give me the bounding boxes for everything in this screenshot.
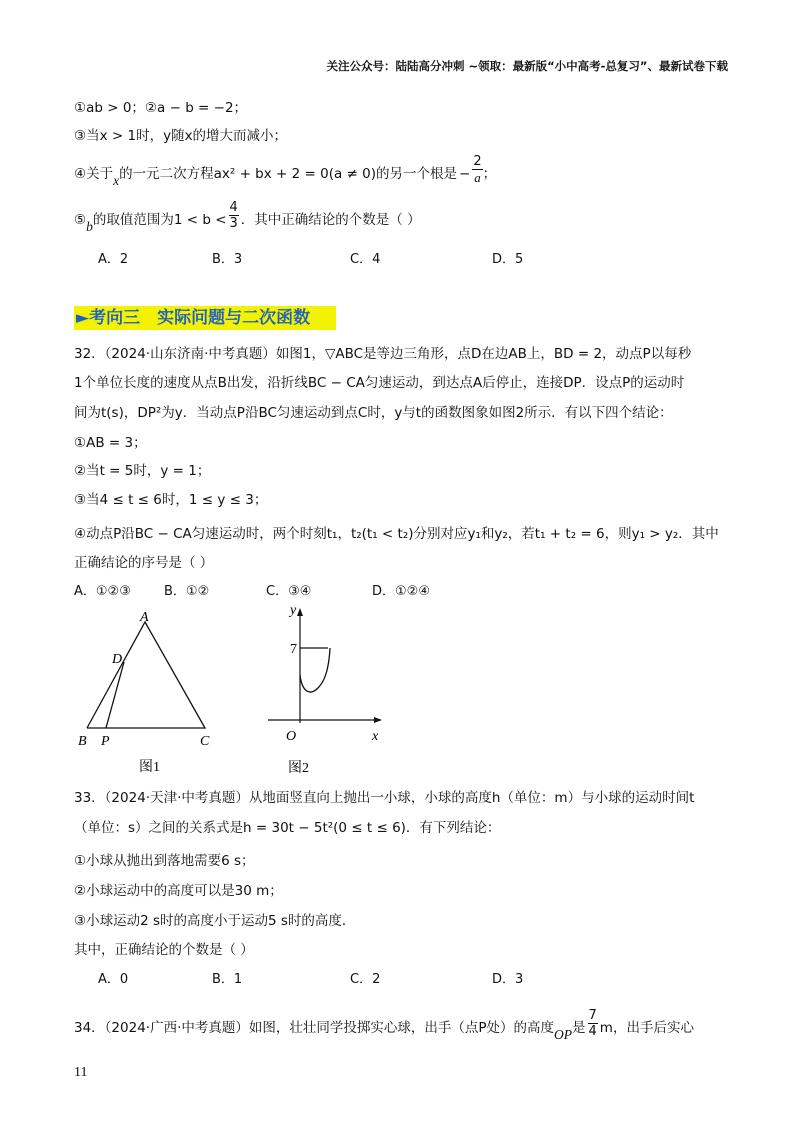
section-title: ►考向三 实际问题与二次函数 bbox=[74, 306, 336, 330]
prev-line-3: ④关于x的一元二次方程ax² + bx + 2 = 0(a ≠ 0)的另一个根是 − $\frac{2}{a}$ ； bbox=[74, 153, 497, 188]
prev-line-4: ⑤b的取值范围为1 < b < $\frac{4}{3}$ ．其中正确结论的个数是（ ） bbox=[74, 199, 421, 234]
prev-option-b[interactable]: B．3 bbox=[212, 252, 243, 267]
prev-option-c[interactable]: C．4 bbox=[350, 252, 381, 267]
label-d: D bbox=[112, 652, 123, 667]
page-number: 11 bbox=[74, 1065, 88, 1080]
function-curve bbox=[300, 648, 330, 692]
q32-option-c[interactable]: C．③④ bbox=[266, 584, 312, 599]
q32-line-1: 32．（2024·山东济南·中考真题）如图1，▽ABC是等边三角形，点D在边AB上，BD = 2，动点P以每秒 bbox=[74, 346, 692, 362]
q32-option-d[interactable]: D．①②④ bbox=[372, 584, 430, 599]
figure-2-graph bbox=[262, 600, 392, 780]
axis-label-y: y bbox=[290, 603, 297, 618]
q32-conclusion-2: ②当t = 5时，y = 1； bbox=[74, 463, 211, 479]
q33-option-c[interactable]: C．2 bbox=[350, 972, 381, 987]
prev-line-1: ①ab > 0；②a − b = −2； bbox=[74, 100, 248, 116]
q32-line-2: 1个单位长度的速度从点B出发，沿折线BC − CA匀速运动，到达点A后停止，连接DP．设点P的运动时 bbox=[74, 375, 685, 391]
q32-conclusion-1: ①AB = 3； bbox=[74, 435, 147, 451]
y-axis-arrow bbox=[297, 608, 303, 616]
label-p: P bbox=[101, 734, 110, 749]
q33-option-d[interactable]: D．3 bbox=[492, 972, 524, 987]
q33-conclusion-1: ①小球从抛出到落地需要6 s； bbox=[74, 853, 255, 869]
prev-line-2: ③当x > 1时，y随x的增大而减小； bbox=[74, 128, 288, 144]
label-a: A bbox=[140, 610, 149, 625]
q33-option-a[interactable]: A．0 bbox=[98, 972, 129, 987]
q34-line-1: 34．（2024·广西·中考真题）如图，壮壮同学投掷实心球，出手（点P处）的高度OP是 $\frac{7}{4}$ m，出手后实心 bbox=[74, 1007, 694, 1042]
q32-line-3: 间为t(s)，DP²为y．当动点P沿BC匀速运动到点C时，y与t的函数图象如图2所示．有以下四个结论： bbox=[74, 405, 673, 421]
x-axis-arrow bbox=[374, 717, 382, 723]
q33-conclusion-2: ②小球运动中的高度可以是30 m； bbox=[74, 883, 283, 899]
q33-conclusion-3: ③小球运动2 s时的高度小于运动5 s时的高度． bbox=[74, 913, 356, 929]
q32-prompt: 正确结论的序号是（ ） bbox=[74, 555, 214, 571]
q33-prompt: 其中，正确结论的个数是（ ） bbox=[74, 942, 254, 958]
figure-2-caption: 图2 bbox=[288, 761, 309, 776]
page-header: 关注公众号：陆陆高分冲刺 ~领取：最新版“小中高考-总复习”、最新试卷下载 bbox=[326, 59, 728, 73]
q33-option-b[interactable]: B．1 bbox=[212, 972, 243, 987]
q32-conclusion-3: ③当4 ≤ t ≤ 6时，1 ≤ y ≤ 3； bbox=[74, 492, 268, 508]
tick-label-7: 7 bbox=[290, 642, 297, 657]
origin-label: O bbox=[286, 729, 297, 744]
label-c: C bbox=[200, 734, 210, 749]
prev-option-a[interactable]: A．2 bbox=[98, 252, 129, 267]
axis-label-x: x bbox=[372, 729, 379, 744]
q32-option-b[interactable]: B．①② bbox=[164, 584, 210, 599]
triangle-abc bbox=[87, 622, 205, 728]
figure-1-caption: 图1 bbox=[139, 760, 160, 775]
prev-option-d[interactable]: D．5 bbox=[492, 252, 524, 267]
q32-conclusion-4: ④动点P沿BC − CA匀速运动时，两个时刻t₁，t₂(t₁ < t₂)分别对应y₁和y₂，若t₁ + t₂ = 6，则y₁ > y₂．其中 bbox=[74, 526, 719, 542]
q32-option-a[interactable]: A．①②③ bbox=[74, 584, 131, 599]
label-b: B bbox=[78, 734, 87, 749]
q33-line-2: （单位：s）之间的关系式是h = 30t − 5t²(0 ≤ t ≤ 6)．有下列结论： bbox=[74, 820, 501, 836]
figure-1-triangle bbox=[74, 608, 234, 778]
q33-line-1: 33．（2024·天津·中考真题）从地面竖直向上抛出一小球，小球的高度h（单位：m）与小球的运动时间t bbox=[74, 790, 695, 806]
segment-dp bbox=[106, 662, 124, 728]
